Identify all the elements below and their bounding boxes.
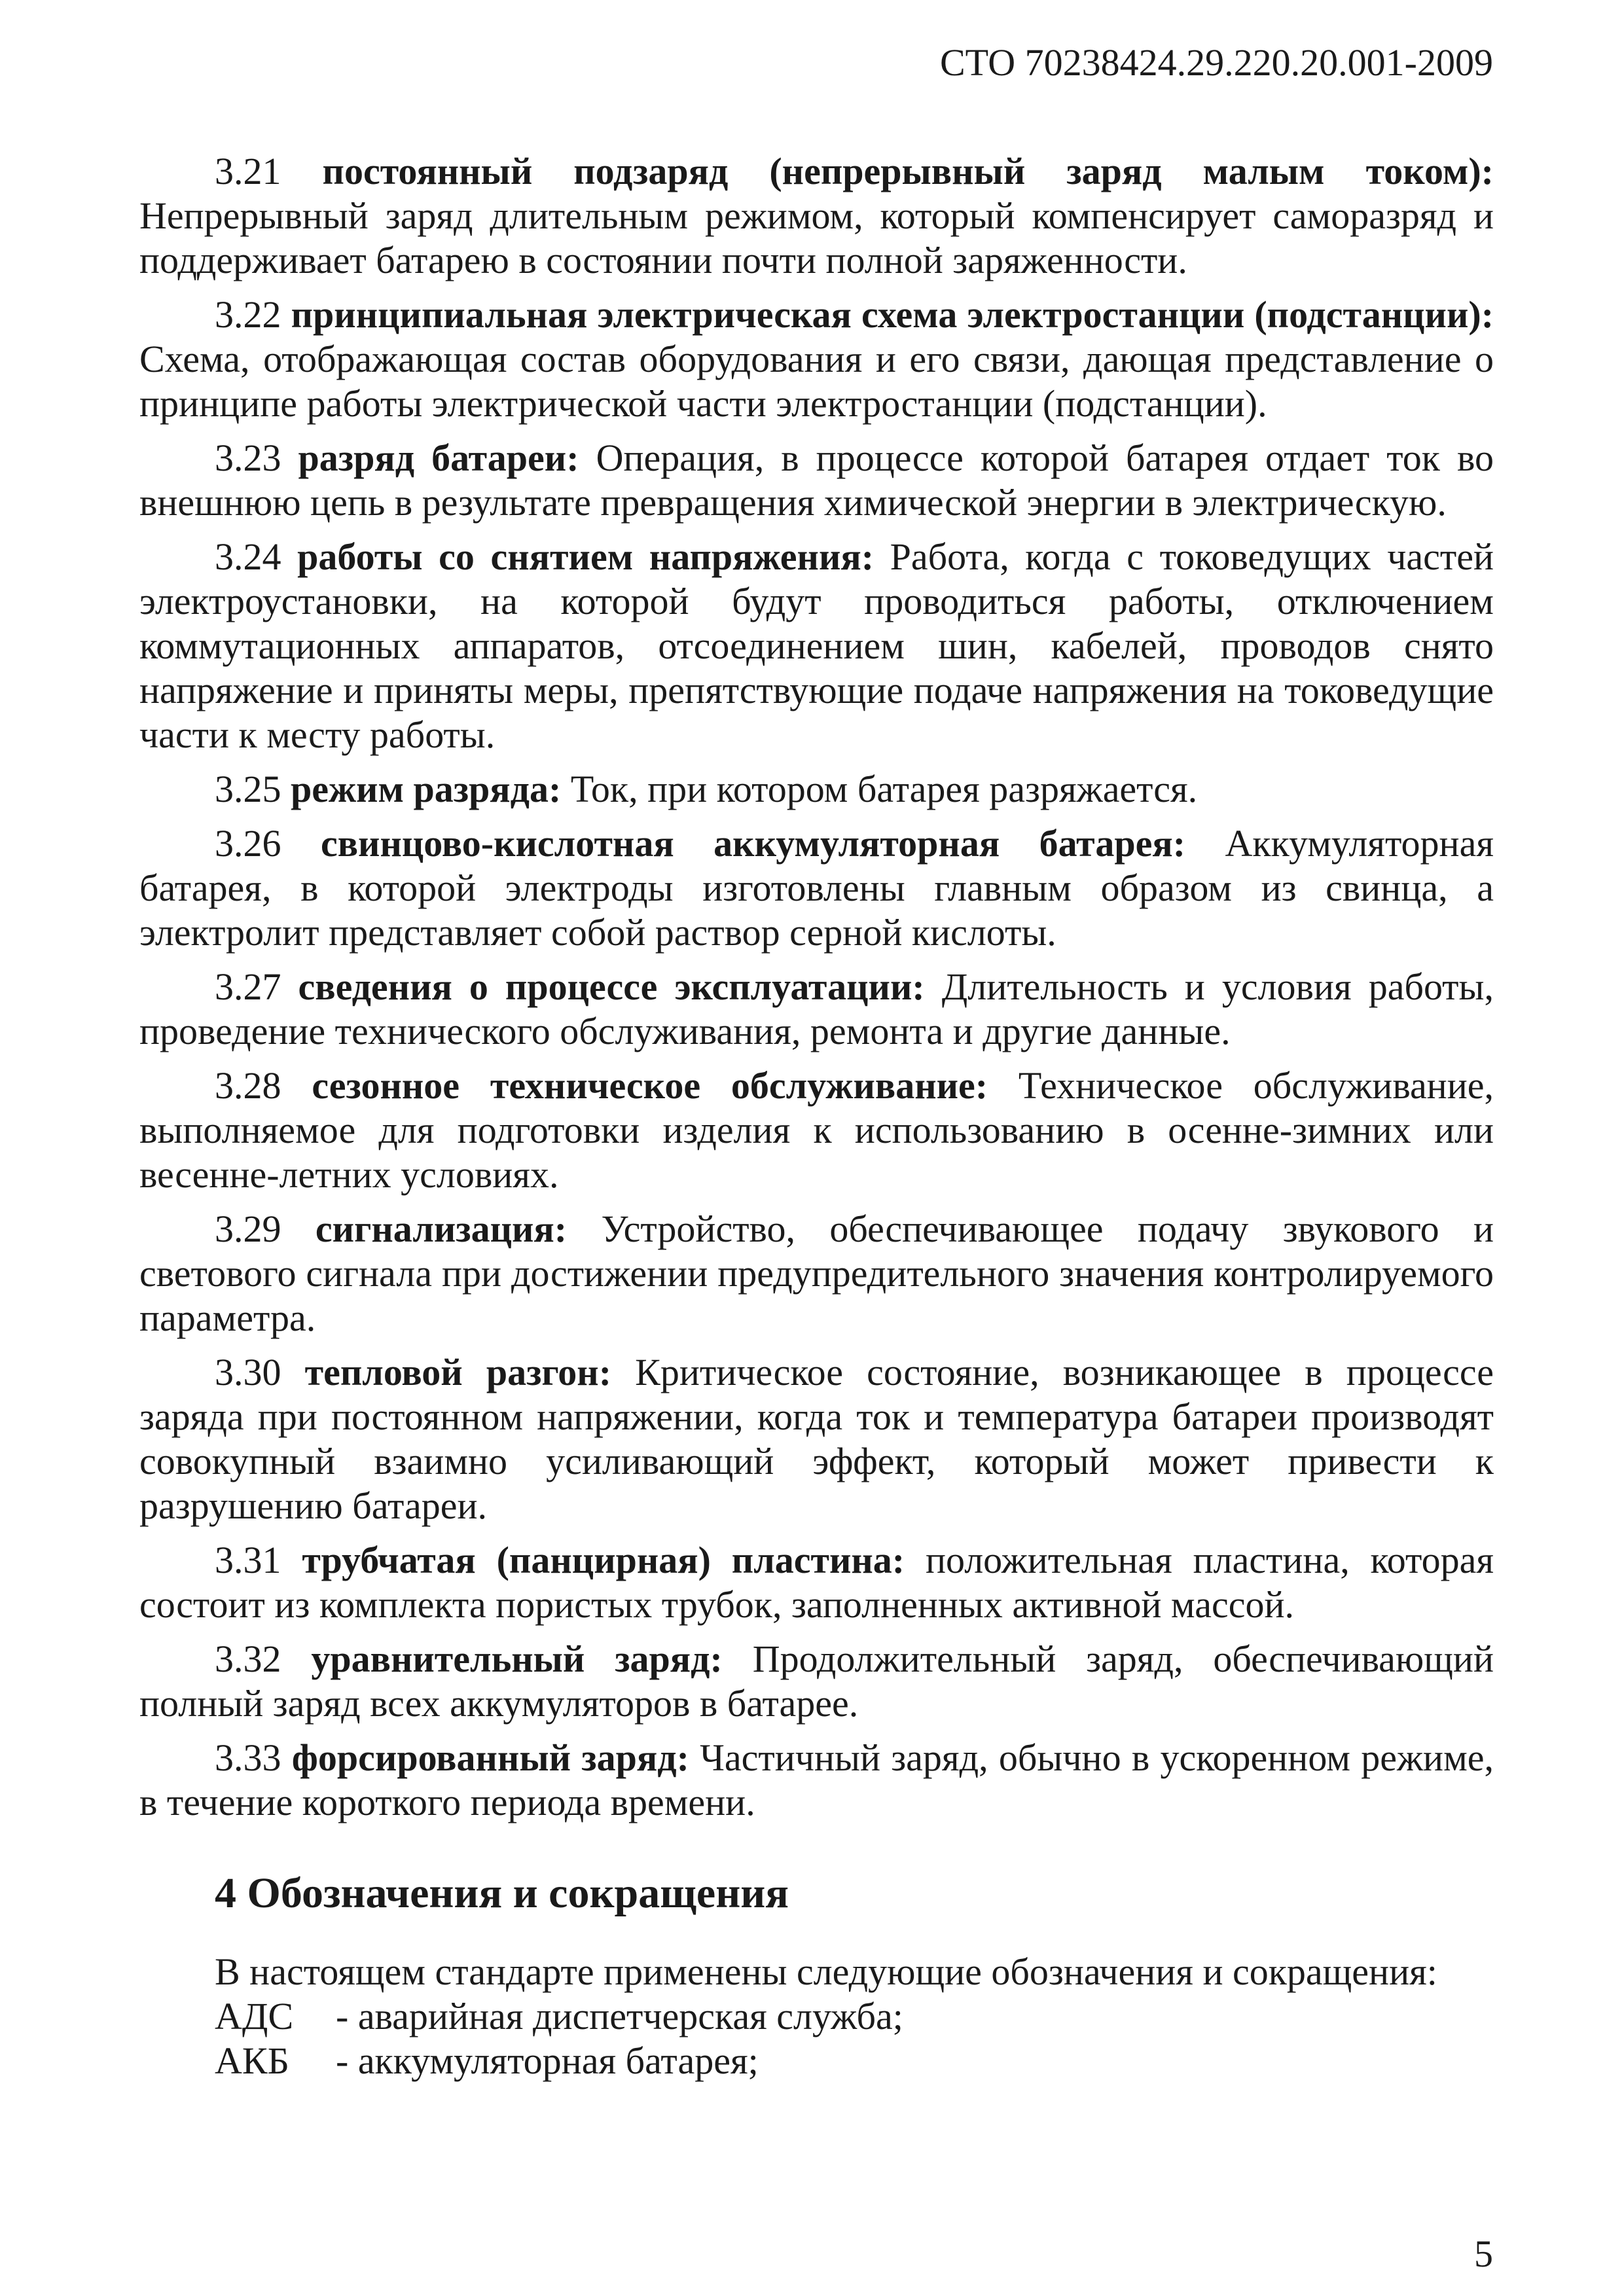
terms-list: [139, 149, 1494, 1825]
term-paragraph: [139, 293, 1494, 426]
term-paragraph: [139, 1064, 1494, 1197]
term-definition: положительная пластина, которая состоит из комплекта пористых трубок, заполненных активной массой.: [139, 1539, 1494, 1626]
term-number: 3.29: [215, 1208, 281, 1250]
term-definition: Непрерывный заряд длительным режимом, который компенсирует саморазряд и поддерживает батарею в состоянии почти полной заряженности.: [139, 194, 1494, 281]
term-number: 3.28: [215, 1064, 281, 1107]
abbreviation-meaning: - аккумуляторная батарея;: [336, 2039, 759, 2082]
term-number: 3.27: [215, 965, 281, 1008]
term-name: свинцово-кислотная аккумуляторная батарея:: [320, 822, 1186, 865]
term-name: сигнализация:: [315, 1208, 568, 1250]
term-name: форсированный заряд:: [291, 1736, 689, 1779]
term-name: тепловой разгон:: [304, 1351, 612, 1393]
term-definition: Техническое обслуживание, выполняемое для подготовки изделия к использованию в осенне-зимних или весенне-летних условиях.: [139, 1064, 1494, 1196]
term-name: режим разряда:: [291, 768, 562, 810]
term-name: постоянный подзаряд (непрерывный заряд малым током):: [322, 150, 1494, 192]
term-number: 3.23: [215, 437, 281, 479]
section-title: 4 Обозначения и сокращения: [215, 1869, 789, 1917]
term-name: работы со снятием напряжения:: [297, 535, 875, 578]
term-definition: Схема, отображающая состав оборудования и его связи, дающая представление о принципе работы электрической части электростанции (подстанции).: [139, 338, 1494, 425]
term-definition: Ток, при котором батарея разряжается.: [570, 768, 1198, 810]
term-name: сезонное техническое обслуживание:: [312, 1064, 988, 1107]
term-number: 3.25: [215, 768, 281, 810]
term-paragraph: [139, 436, 1494, 525]
term-number: 3.24: [215, 535, 281, 578]
term-number: 3.26: [215, 822, 281, 865]
term-paragraph: [139, 821, 1494, 955]
term-paragraph: [139, 1538, 1494, 1627]
term-paragraph: [139, 1207, 1494, 1340]
term-definition: Длительность и условия работы, проведение технического обслуживания, ремонта и другие данные.: [139, 965, 1494, 1052]
page-number: 5: [1474, 2233, 1493, 2275]
term-definition: Работа, когда с токоведущих частей электроустановки, на которой будут проводиться работы, отключением коммутационных аппаратов, отсоединением шин, кабелей, проводов снято напряжение и приняты меры, препятствующие подаче напряжения на токоведущие части к месту работы.: [139, 535, 1494, 756]
document-body: [139, 149, 1494, 2083]
term-definition: Аккумуляторная батарея, в которой электроды изготовлены главным образом из свинца, а электролит представляет собой раствор серной кислоты.: [139, 822, 1494, 954]
section-intro: В настоящем стандарте применены следующие обозначения и сокращения:: [215, 1950, 1437, 1993]
term-number: 3.21: [215, 150, 281, 192]
term-paragraph: [139, 1637, 1494, 1726]
term-number: 3.30: [215, 1351, 281, 1393]
term-definition: Устройство, обеспечивающее подачу звукового и светового сигнала при достижении предупредительного значения контролируемого параметра.: [139, 1208, 1494, 1339]
term-number: 3.32: [215, 1638, 281, 1680]
term-number: 3.31: [215, 1539, 281, 1581]
term-paragraph: [139, 767, 1494, 812]
term-name: принципиальная электрическая схема электростанции (подстанции):: [291, 293, 1494, 336]
term-name: разряд батареи:: [298, 437, 579, 479]
term-number: 3.22: [215, 293, 281, 336]
term-paragraph: [139, 965, 1494, 1054]
term-number: 3.33: [215, 1736, 281, 1779]
term-paragraph: [139, 1736, 1494, 1825]
abbreviation-meaning: - аварийная диспетчерская служба;: [336, 1995, 903, 2037]
abbreviation-key: АКБ: [215, 2039, 289, 2082]
term-paragraph: [139, 149, 1494, 283]
term-name: сведения о процессе эксплуатации:: [298, 965, 925, 1008]
term-name: трубчатая (панцирная) пластина:: [302, 1539, 905, 1581]
term-definition: Продолжительный заряд, обеспечивающий полный заряд всех аккумуляторов в батарее.: [139, 1638, 1494, 1725]
abbreviation-row: [215, 1994, 1494, 2039]
document-code: СТО 70238424.29.220.20.001-2009: [939, 41, 1493, 84]
abbreviation-key: АДС: [215, 1995, 294, 2037]
term-definition: Критическое состояние, возникающее в процессе заряда при постоянном напряжении, когда ток и температура батареи производят совокупный взаимно усиливающий эффект, который может привести к разрушению батареи.: [139, 1351, 1494, 1527]
term-definition: Операция, в процессе которой батарея отдает ток во внешнюю цепь в результате превращения химической энергии в электрическую.: [139, 437, 1494, 524]
term-name: уравнительный заряд:: [311, 1638, 723, 1680]
abbreviation-row: [215, 2039, 1494, 2083]
term-paragraph: [139, 535, 1494, 757]
term-paragraph: [139, 1350, 1494, 1528]
term-definition: Частичный заряд, обычно в ускоренном режиме, в течение короткого периода времени.: [139, 1736, 1494, 1823]
